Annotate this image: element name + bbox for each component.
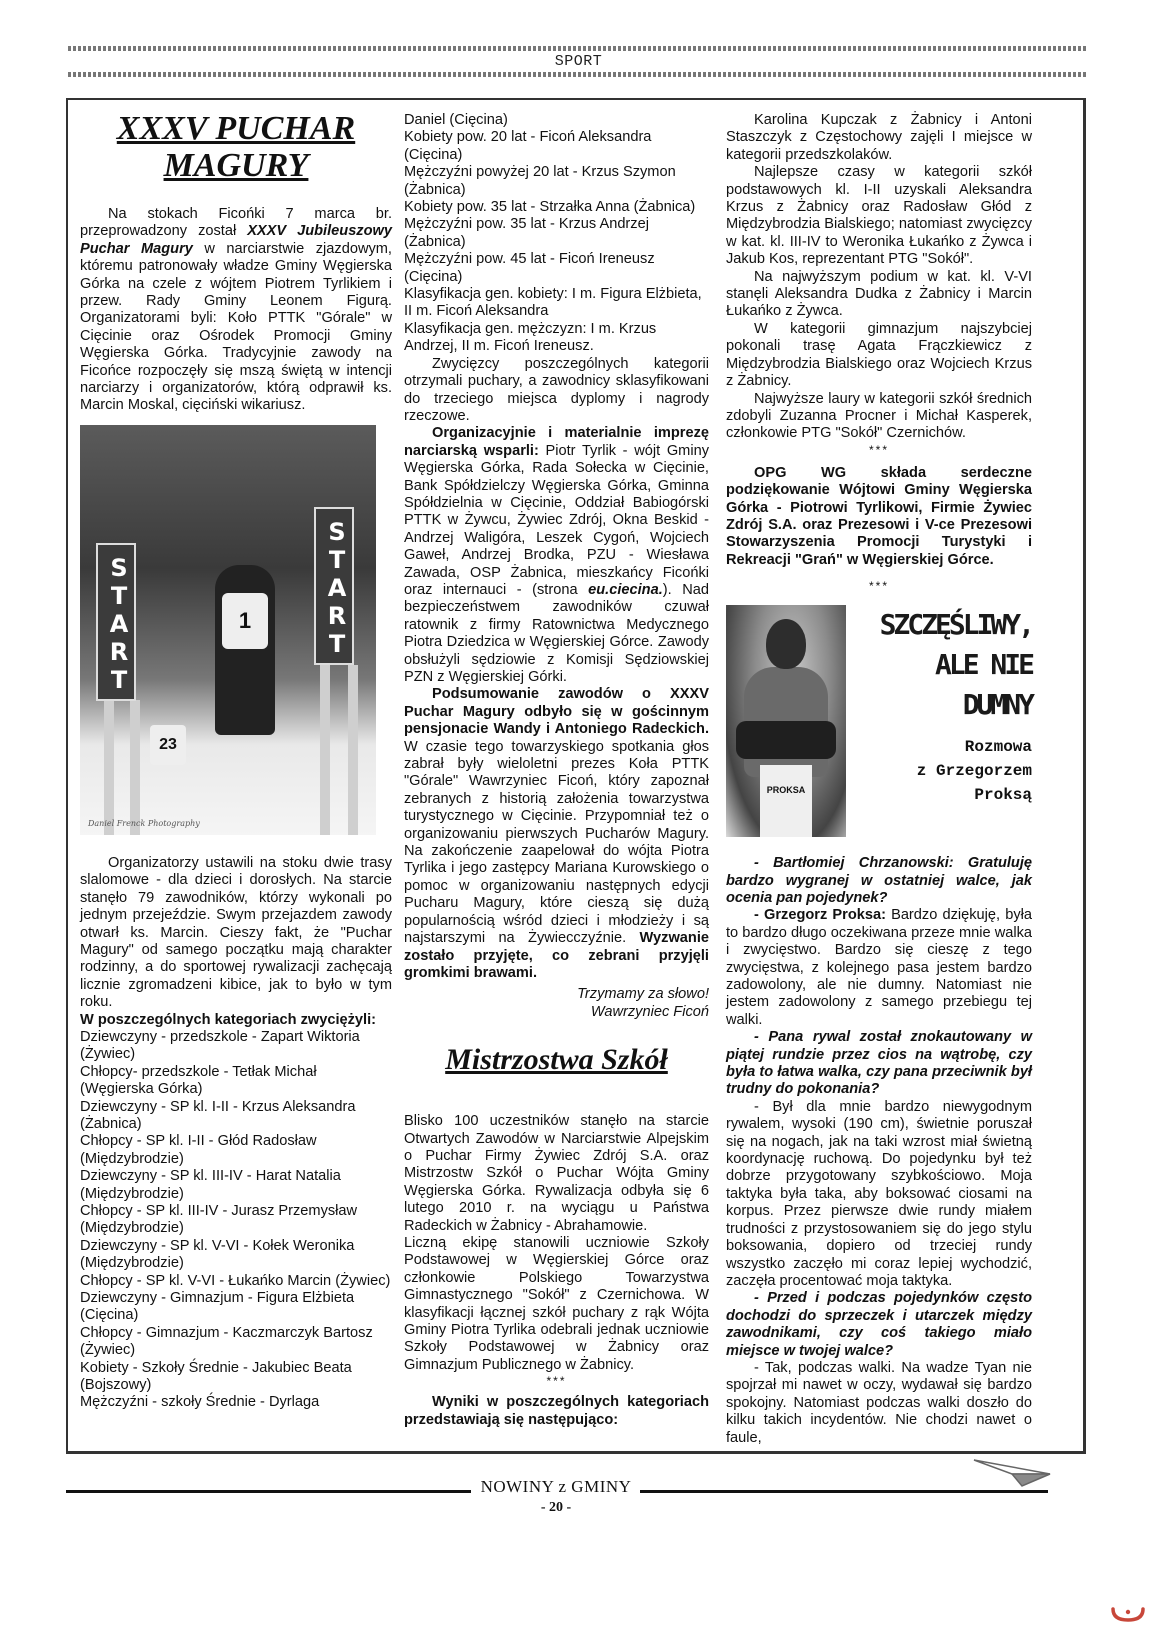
article-headline-mistrzostwa: Mistrzostwa Szkół	[445, 1043, 668, 1077]
winner-entry: Mężczyźni pow. 45 lat - Ficoń Ireneusz (Cięcina)	[404, 251, 655, 285]
interview-title-line1: SZCZĘŚLIWY,	[879, 608, 1032, 642]
header-dotted-rule-bottom	[68, 72, 1088, 77]
paragraph-prizes: Zwycięzcy poszczególnych kategorii otrzymali puchary, a zawodnicy sklasyfikowani do trzeciego miejsca dyplomy i nagrody rzeczowe.	[404, 355, 709, 424]
sign-post	[104, 700, 114, 835]
winners-list-part2	[404, 112, 709, 356]
interview-answer-2: - Był dla mnie bardzo niewygodnym rywalem, wysoki (190 cm), świetnie poruszał się na nogach, jak na taki wzrost miał świetną koordynację ruchową. Do pojedynku był też dobrze przygotowany szybkościowo. Moja taktyka była taka, aby boksować ciosami na korpus. Przez pierwsze dwie rundy miałem trudności z przystosowaniem się do jego stylu boksowania, dopiero od trzeciej rundy wszystko zaczęło mi coraz lepiej wychodzić, zaczęła procentować moja taktyka.	[726, 1098, 1032, 1289]
author-name: Wawrzyniec Ficoń	[590, 1003, 709, 1020]
article-headline-puchar-magury	[80, 110, 392, 184]
skier-bib-number: 1	[222, 593, 268, 649]
winner-entry: Kobiety pow. 35 lat - Strzałka Anna (Żabnica)	[404, 199, 696, 216]
winner-entry: Klasyfikacja gen. mężczyzn: I m. Krzus Andrzej, II m. Ficoń Ireneusz.	[404, 320, 657, 355]
intro-paragraph: Na stokach Ficońki 7 marca br. przeprowadzony został XXXV Jubileuszowy Puchar Magury w narciarstwie zjazdowym, któremu patronowały władze Gminy Węgierska Górka na czele z wójtem Piotrem Tyrlikiem i przew. Rady Gminy Leonem Figurą. Organizatorami byli: Koło PTTK "Górale" w Cięcinie oraz Ośrodek Promocji Gminy Węgierska Górka. Tradycyjnie zawody na Ficońce rozpoczęły się mszą świętą w intencji narciarzy i organizatorów, którą odprawił ks. Marcin Moskal, cięciński wikariusz.	[80, 206, 392, 414]
column-3	[726, 112, 1032, 1447]
thanks-paragraph: OPG WG składa serdeczne podziękowanie Wójtowi Gminy Węgierska Górka - Piotrowi Tyrlikowi, Firmie Żywiec Zdrój S.A. oraz Prezesowi i V-ce Prezesowi Stowarzyszenia Promocji Turystyki i Rekreacji "Grań" w Węgierskiej Górce.	[726, 464, 1032, 568]
separator-stars: ***	[546, 1374, 567, 1389]
boxer-trunks: PROKSA	[760, 765, 812, 837]
interview-question-1: - Bartłomiej Chrzanowski: Gratuluję bardzo wygranej w ostatniej walce, jak ocenia pan pojedynek?	[726, 855, 1032, 906]
interview-subtitle-line2: z Grzegorzem	[916, 762, 1032, 781]
column-2	[404, 112, 709, 1429]
headline-line-2: MAGURY	[163, 147, 309, 184]
winner-entry: Dziewczyny - przedszkole - Zapart Wiktoria (Żywiec)	[80, 1028, 360, 1063]
winner-entry: Dziewczyny - SP kl. III-IV - Harat Natalia (Międzybrodzie)	[80, 1168, 341, 1202]
viewer-logo-icon[interactable]	[1110, 1605, 1146, 1623]
paragraph-v-vi: Na najwyższym podium w kat. kl. V-VI stanęli Aleksandra Dudka z Żabnicy i Marcin Łukańko z Żywca.	[726, 268, 1032, 320]
boxer-photo	[726, 605, 846, 837]
page-number: - 20 -	[540, 1500, 572, 1515]
photo-credit: Daniel Frenck Photography	[88, 818, 200, 828]
winner-entry: Klasyfikacja gen. kobiety: I m. Figura Elżbieta, II m. Ficoń Aleksandra	[404, 286, 702, 320]
interview-title-line3: DUMNY	[962, 688, 1032, 722]
sign-post	[348, 665, 358, 835]
winner-entry: Chłopcy - SP kl. III-IV - Jurasz Przemysław (Międzybrodzie)	[80, 1203, 358, 1237]
paragraph-competition: Blisko 100 uczestników stanęło na starcie Otwartych Zawodów w Narciarstwie Alpejskim o Puchar Firmy Żywiec Zdrój S.A. oraz Mistrzostw Szkół o Puchar Wójta Gminy Węgierska Górka. Rywalizacja odbyła się 6 lutego 2010 r. na wyciągu u Państwa Radeckich w Żabnicy - Abrahamowie.	[404, 1113, 709, 1234]
winner-entry: Kobiety - Szkoły Średnie - Jakubiec Beata (Bojszowy)	[80, 1359, 352, 1394]
paragraph-summary: Podsumowanie zawodów o XXXV Puchar Magury odbyło się w gościnnym pensjonacie Wandy i Antoniego Radeckich. W czasie tego towarzyskiego spotkania głos zabrał były wieloletni prezes Koła PTTK "Górale" Wawrzyniec Ficoń, który zapoznał zebranych z historią założenia towarzystwa turystycznego w Cięcinie. Przypomniał też o organizowaniu pierwszych Pucharów Magury. Na zakończenie zaapelował do wójta Piotra Tyrlika i jego zastępcy Mariana Kurowskiego o pomoc w organizowaniu następnych edycji Pucharu Magury, które cieszą się dużą popularnością wśród dzieci i młodzieży i są najstarszymi na Żywiecczyźnie. Wyzwanie zostało przyjęte, co zebrani przyjęli gromkimi brawami.	[404, 686, 709, 981]
publication-name: NOWINY z GMINY	[480, 1477, 632, 1496]
signoff-quote: Trzymamy za słowo!	[577, 986, 709, 1003]
winners-list-part1	[80, 1029, 392, 1412]
paragraph-organizers: Organizatorzy ustawili na stoku dwie trasy slalomowe - dla dzieci i dorosłych. Na starcie stanęło 79 zawodników, którzy wykonali po jednym przejeździe. Swym przejazdem zawody otwarł ks. Marcin. Cieszy fakt, że "Puchar Magury" od samego początku mają charakter rodzinny, a do sportowej rywalizacji zachęcają licznie zgromadzeni kibice, jak to było w tym roku.	[80, 854, 392, 1011]
paragraph-team: Liczną ekipę stanowili uczniowie Szkoły Podstawowej w Węgierskiej Górce oraz członkowie Polskiego Towarzystwa Gimnastycznego "Sokół" z Czernichowa. W klasyfikacji łącznej szkół puchary z rąk Wójta Gminy Piotra Tyrlika odebrali jednak uczniowie Szkoły Podstawowej w Żabnicy oraz Gimnazjum Publicznego w Żabnicy.	[404, 1234, 709, 1373]
separator-stars: ***	[868, 579, 889, 594]
winner-entry: Chłopcy - SP kl. V-VI - Łukańko Marcin (Żywiec)	[80, 1272, 391, 1289]
winner-entry: Chłopcy- przedszkole - Tetłak Michał (Węgierska Górka)	[80, 1063, 317, 1098]
interview-subtitle-line1: Rozmowa	[964, 738, 1032, 757]
headline-line-1: XXXV PUCHAR	[116, 110, 356, 147]
interview-title-line2: ALE NIE	[934, 648, 1032, 682]
interview-question-3: - Przed i podczas pojedynków często dochodzi do sprzeczek i utarczek między zawodnikami, czy coś takiego miało miejsce w twojej walce?	[726, 1290, 1032, 1359]
header-dotted-rule-top	[68, 46, 1088, 51]
side-bib-number: 23	[150, 725, 186, 765]
start-sign-right: START	[314, 507, 354, 665]
interview-answer-3: - Tak, podczas walki. Na wadze Tyan nie spojrzał mi nawet w oczy, wydawał się bardzo spokojny. Natomiast podczas walki doszło do kilku takich incydentów. Nie chodzi nawet o faule,	[726, 1359, 1032, 1446]
paragraph-gimnazjum: W kategorii gimnazjum najszybciej pokonali trasę Agata Frączkiewicz z Międzybrodzia Bialskiego oraz Wojciech Krzus z Żabnicy.	[726, 320, 1032, 390]
winner-entry: Mężczyźni pow. 35 lat - Krzus Andrzej (Żabnica)	[404, 216, 649, 250]
website-link[interactable]: eu.ciecina.	[588, 581, 663, 598]
results-heading: Wyniki w poszczególnych kategoriach przedstawiają się następująco:	[404, 1394, 709, 1428]
winner-entry: Dziewczyny - Gimnazjum - Figura Elżbieta (Cięcina)	[80, 1290, 355, 1324]
winner-entry: Dziewczyny - SP kl. I-II - Krzus Aleksandra (Żabnica)	[80, 1098, 356, 1132]
column-1	[80, 110, 392, 1412]
winner-entry: Dziewczyny - SP kl. V-VI - Kołek Weronika (Międzybrodzie)	[80, 1237, 355, 1272]
start-sign-left: START	[96, 543, 136, 701]
paragraph-preschool: Karolina Kupczak z Żabnicy i Antoni Staszczyk z Częstochowy zajęli I miejsce w kategorii przedszkolaków.	[726, 112, 1032, 163]
sign-post	[320, 665, 330, 835]
interview-header	[726, 605, 1032, 837]
skier-figure	[215, 565, 275, 735]
paragraph-secondary: Najwyższe laury w kategorii szkół średnich zdobyli Zuzanna Procner i Michał Kasperek, członkowie PTG "Sokół" Czernichów.	[726, 390, 1032, 442]
winner-entry: Chłopcy - Gimnazjum - Kaczmarczyk Bartosz (Żywiec)	[80, 1324, 373, 1359]
winners-heading: W poszczególnych kategoriach zwyciężyli:	[80, 1011, 377, 1028]
winner-entry: Kobiety pow. 20 lat - Ficoń Aleksandra (Cięcina)	[404, 129, 652, 163]
interview-question-2: - Pana rywal został znokautowany w piątej rundzie przez cios na wątrobę, czy była to łatwa walka, czy pana przeciwnik był trudny do pokonania?	[726, 1029, 1032, 1098]
boxer-head	[766, 619, 806, 669]
paragraph-primary: Najlepsze czasy w kategorii szkół podstawowych kl. I-II uzyskali Aleksandra Krzus z Żabnicy oraz Radosław Głód z Międzybrodzia Bialskiego; natomiast zwycięzcy w kat. kl. III-IV to Weronika Łukańko z Żywca i Jakub Kos, reprezentant PTG "Sokół".	[726, 164, 1032, 268]
ski-start-photo	[80, 425, 376, 835]
paragraph-sponsors: Organizacyjnie i materialnie imprezę narciarską wsparli: Piotr Tyrlik - wójt Gminy Węgierska Górka, Rada Sołecka w Cięcinie, Bank Spółdzielczy Węgierska Górka, Gminna Spółdzielnia w Cięcinie, Oddział Babiogórski PTTK w Żywcu, Żywiec Zdrój, Okna Beskid - Andrzej Waligóra, Leszek Cygoń, Wojciech Gaweł, Andrzej Brodka, PZU - Wiesława Zawada, OSP Żabnica, mieszkańcy Ficońki oraz internauci - (strona eu.ciecina.). Nad bezpieczeństwem zawodników czuwał ratownik z firmy Ratownictwa Medycznego Piotra Dziedzica w Węgierskiej Górce. Zawody obsłużyli sędziowie z Komisji Sędziowskiej PZN z Węgierskiej Górki.	[404, 425, 709, 685]
championship-belt	[736, 721, 836, 759]
sign-post	[130, 700, 140, 835]
interview-answer-1: - Grzegorz Proksa: Bardzo dziękuję, była to bardzo długo oczekiwana przeze mnie walka i zwycięstwo. Bardzo się cieszę z tego zwycięstwa, z kolejnego pasa jestem bardzo zadowolony, ale nie dumny. Natomiast nie jestem zadowolony z samego przebiegu tej walki.	[726, 907, 1032, 1028]
interview-titles	[846, 605, 1032, 837]
winner-entry: Mężczyźni - szkoły Średnie - Dyrlaga	[80, 1394, 320, 1411]
winner-entry: Mężczyźni powyżej 20 lat - Krzus Szymon (Żabnica)	[404, 164, 676, 198]
section-title: SPORT	[554, 53, 603, 70]
winner-entry: Daniel (Cięcina)	[404, 112, 508, 128]
interview-subtitle-line3: Proksą	[974, 786, 1032, 805]
separator-stars: ***	[868, 442, 889, 457]
winner-entry: Chłopcy - SP kl. I-II - Głód Radosław (Międzybrodzie)	[80, 1133, 317, 1167]
arrow-upper	[974, 1460, 1050, 1474]
